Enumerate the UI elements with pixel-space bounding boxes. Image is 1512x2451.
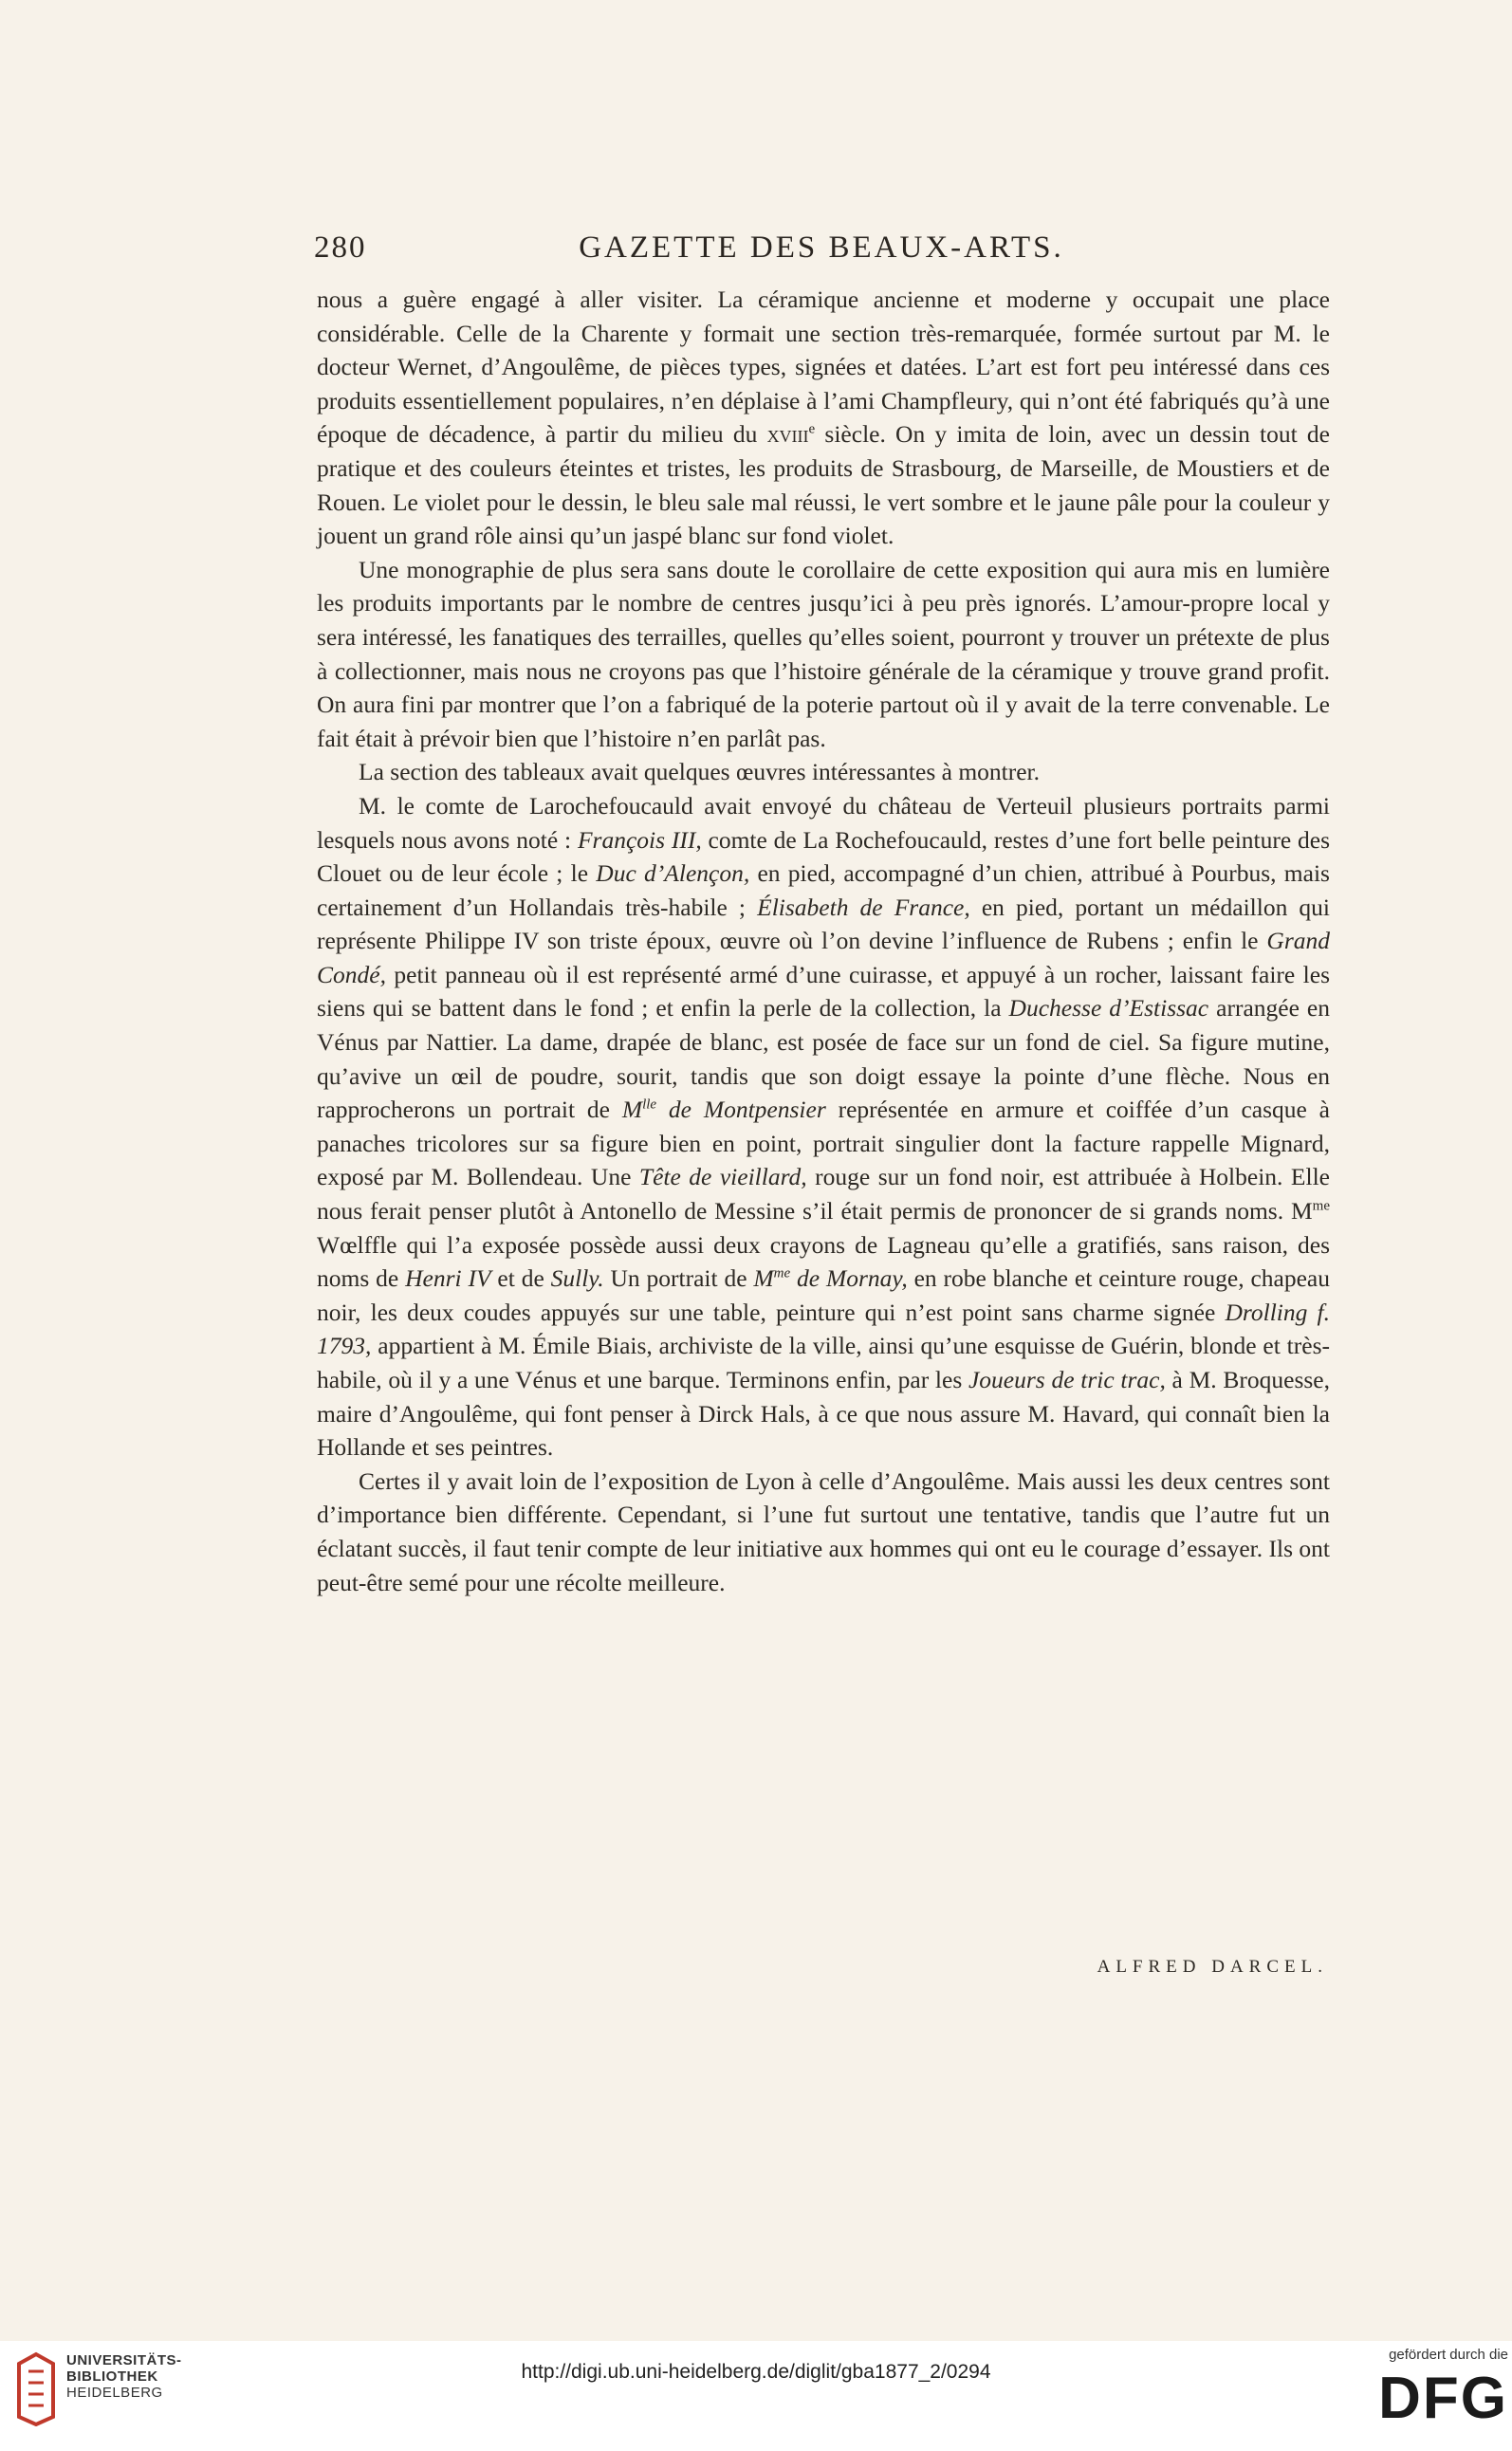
text-run: Certes il y avait loin de l’exposition de Lyon à celle d’Angoulême. Mais aussi les deux centres sont d’importance bien différente. Cependant, si l’une fut surtout une tentative, tandis que l’autre fut un éclatant succès, il faut tenir compte de leur initiative aux hommes qui ont eu le courage d’essayer. Ils ont peut-être semé pour une récolte meilleure. [317, 1466, 1330, 1596]
text-run: rouge sur un fond noir, est attribuée à Holbein. Elle nous ferait penser plutôt à Antonello de Messine s’il était permis de prononcer de si grands noms. M [317, 1163, 1330, 1226]
text-run: Wœlffle qui l’a exposée possède aussi deux crayons de Lagneau qu’elle a gratifiés, sans raison, des noms de [317, 1230, 1330, 1293]
permalink-url[interactable]: http://digi.ub.uni-heidelberg.de/diglit/gba1877_2/0294 [521, 2361, 991, 2383]
italic-title: M [753, 1264, 774, 1293]
italic-title: de Mornay, [790, 1264, 908, 1293]
italic-title: Sully. [550, 1264, 604, 1293]
author-signature: ALFRED DARCEL. [1097, 1957, 1328, 1977]
text-run: nous a guère engagé à aller visiter. La céramique ancienne et moderne y occupait une place considérable. Celle de la Charente y formait une section très-remarquée, formée surtout par M. le docteur Wernet, d’Angoulême, de pièces types, signées et datées. L’art est fort peu intéressé dans ces produits essentiellement populaires, n’en déplaise à l’ami Champfleury, qui n’ont été fabriqués qu’à une époque de décadence, à partir du milieu du [317, 286, 1330, 449]
italic-title: François III, [577, 825, 702, 854]
page-number: 280 [314, 230, 367, 265]
text-run: en robe blanche et ceinture rouge, chapeau noir, les deux coudes appuyés sur une table, peinture qui n’est point sans charme signée [317, 1264, 1330, 1326]
text-run: représentée en armure et coiffée d’un casque à panaches tricolores sur sa figure bien en point, portrait singulier dont la facture rappelle Mignard, exposé par M. Bollendeau. Une [317, 1096, 1330, 1191]
italic-title: de Montpensier [656, 1096, 826, 1124]
text-run: xviii [766, 420, 809, 449]
footer-bar [0, 2341, 1512, 2451]
text-run: M. le comte de Larochefoucauld avait envoyé du château de Verteuil plusieurs portraits parmi lesquels nous avons noté : [317, 791, 1330, 854]
italic-title: Grand Condé, [317, 927, 1330, 988]
text-run: e [808, 421, 816, 437]
text-run: La section des tableaux avait quelques œuvres intéressantes à montrer. [359, 758, 1041, 786]
italic-title: Joueurs de tric trac, [968, 1366, 1166, 1393]
text-run: comte de La Rochefoucauld, restes d’une fort belle peinture des Clouet ou de leur école ; le [317, 825, 1330, 888]
italic-title: lle [642, 1096, 657, 1113]
text-run: appartient à M. Émile Biais, archiviste de la ville, ainsi qu’une esquisse de Guérin, blonde et très-habile, où il y a une Vénus et une barque. Terminons enfin, par les [317, 1332, 1330, 1393]
italic-title: Duc d’Alençon, [596, 859, 750, 888]
funding-label: gefördert durch die [1389, 2347, 1508, 2363]
italic-title: Henri IV [405, 1264, 491, 1293]
university-name: UNIVERSITÄTS- BIBLIOTHEK HEIDELBERG [66, 2352, 182, 2401]
paragraph [317, 283, 1330, 553]
text-run: me [1312, 1198, 1330, 1214]
dfg-logo: DFG [1378, 2366, 1508, 2431]
text-run: siècle. On y imita de loin, avec un dessin tout de pratique et des couleurs éteintes et tristes, les produits de Strasbourg, de Marseille, de Moustiers et de Rouen. Le violet pour le dessin, le bleu sale mal réussi, le vert sombre et le jaune pâle pour la couleur y jouent un grand rôle ainsi qu’un jaspé blanc sur fond violet. [317, 420, 1330, 550]
text-run: arrangée en Vénus par Nattier. La dame, drapée de blanc, est posée de face sur un fond de ciel. Sa figure mutine, qu’avive un œil de poudre, sourit, tandis que son doigt essaye la pointe d’une flèche. Nous en rapprocherons un portrait de [317, 994, 1330, 1124]
text-run: Une monographie de plus sera sans doute le corollaire de cette exposition qui aura mis en lumière les produits importants par le nombre de centres jusqu’ici à peu près ignorés. L’amour-propre local y sera intéressé, les fanatiques des terrailles, quelles qu’elles soient, pourront y trouver un prétexte de plus à collectionner, mais nous ne croyons pas que l’histoire générale de la céramique y trouve grand profit. On aura fini par montrer que l’on a fabriqué de la poterie partout où il y avait de la terre convenable. Le fait était à prévoir bien que l’histoire n’en parlât pas. [317, 555, 1330, 752]
journal-title: GAZETTE DES BEAUX-ARTS. [579, 230, 1064, 265]
article-body [317, 283, 1330, 1599]
paragraph [317, 553, 1330, 756]
italic-title: Élisabeth de France, [757, 893, 970, 921]
text-run: petit panneau où il est représenté armé d’une cuirasse, et appuyé à un rocher, laissant faire les siens qui se battent dans le fond ; et enfin la perle de la collection, la [317, 960, 1330, 1023]
paragraph [317, 755, 1330, 789]
text-run: à M. Broquesse, maire d’Angoulême, qui font penser à Dirck Hals, à ce que nous assure M. Havard, qui connaît bien la Hollande et ses peintres. [317, 1366, 1330, 1462]
italic-title: Drolling f. 1793, [317, 1298, 1331, 1360]
text-run: en pied, portant un médaillon qui représente Philippe IV son triste époux, œuvre où l’on devine l’influence de Rubens ; enfin le [317, 893, 1331, 955]
italic-title: Duchesse d’Estissac [1008, 994, 1209, 1023]
text-run: Un portrait de [603, 1264, 754, 1293]
paragraph [317, 789, 1330, 1465]
italic-title: Tête de vieillard, [638, 1163, 807, 1191]
text-run: et de [490, 1264, 551, 1293]
text-run: en pied, accompagné d’un chien, attribué à Pourbus, mais certainement d’un Hollandais très-habile ; [317, 859, 1330, 921]
italic-title: me [773, 1265, 791, 1281]
paragraph [317, 1465, 1330, 1599]
running-header [314, 230, 1329, 278]
italic-title: M [621, 1096, 643, 1124]
